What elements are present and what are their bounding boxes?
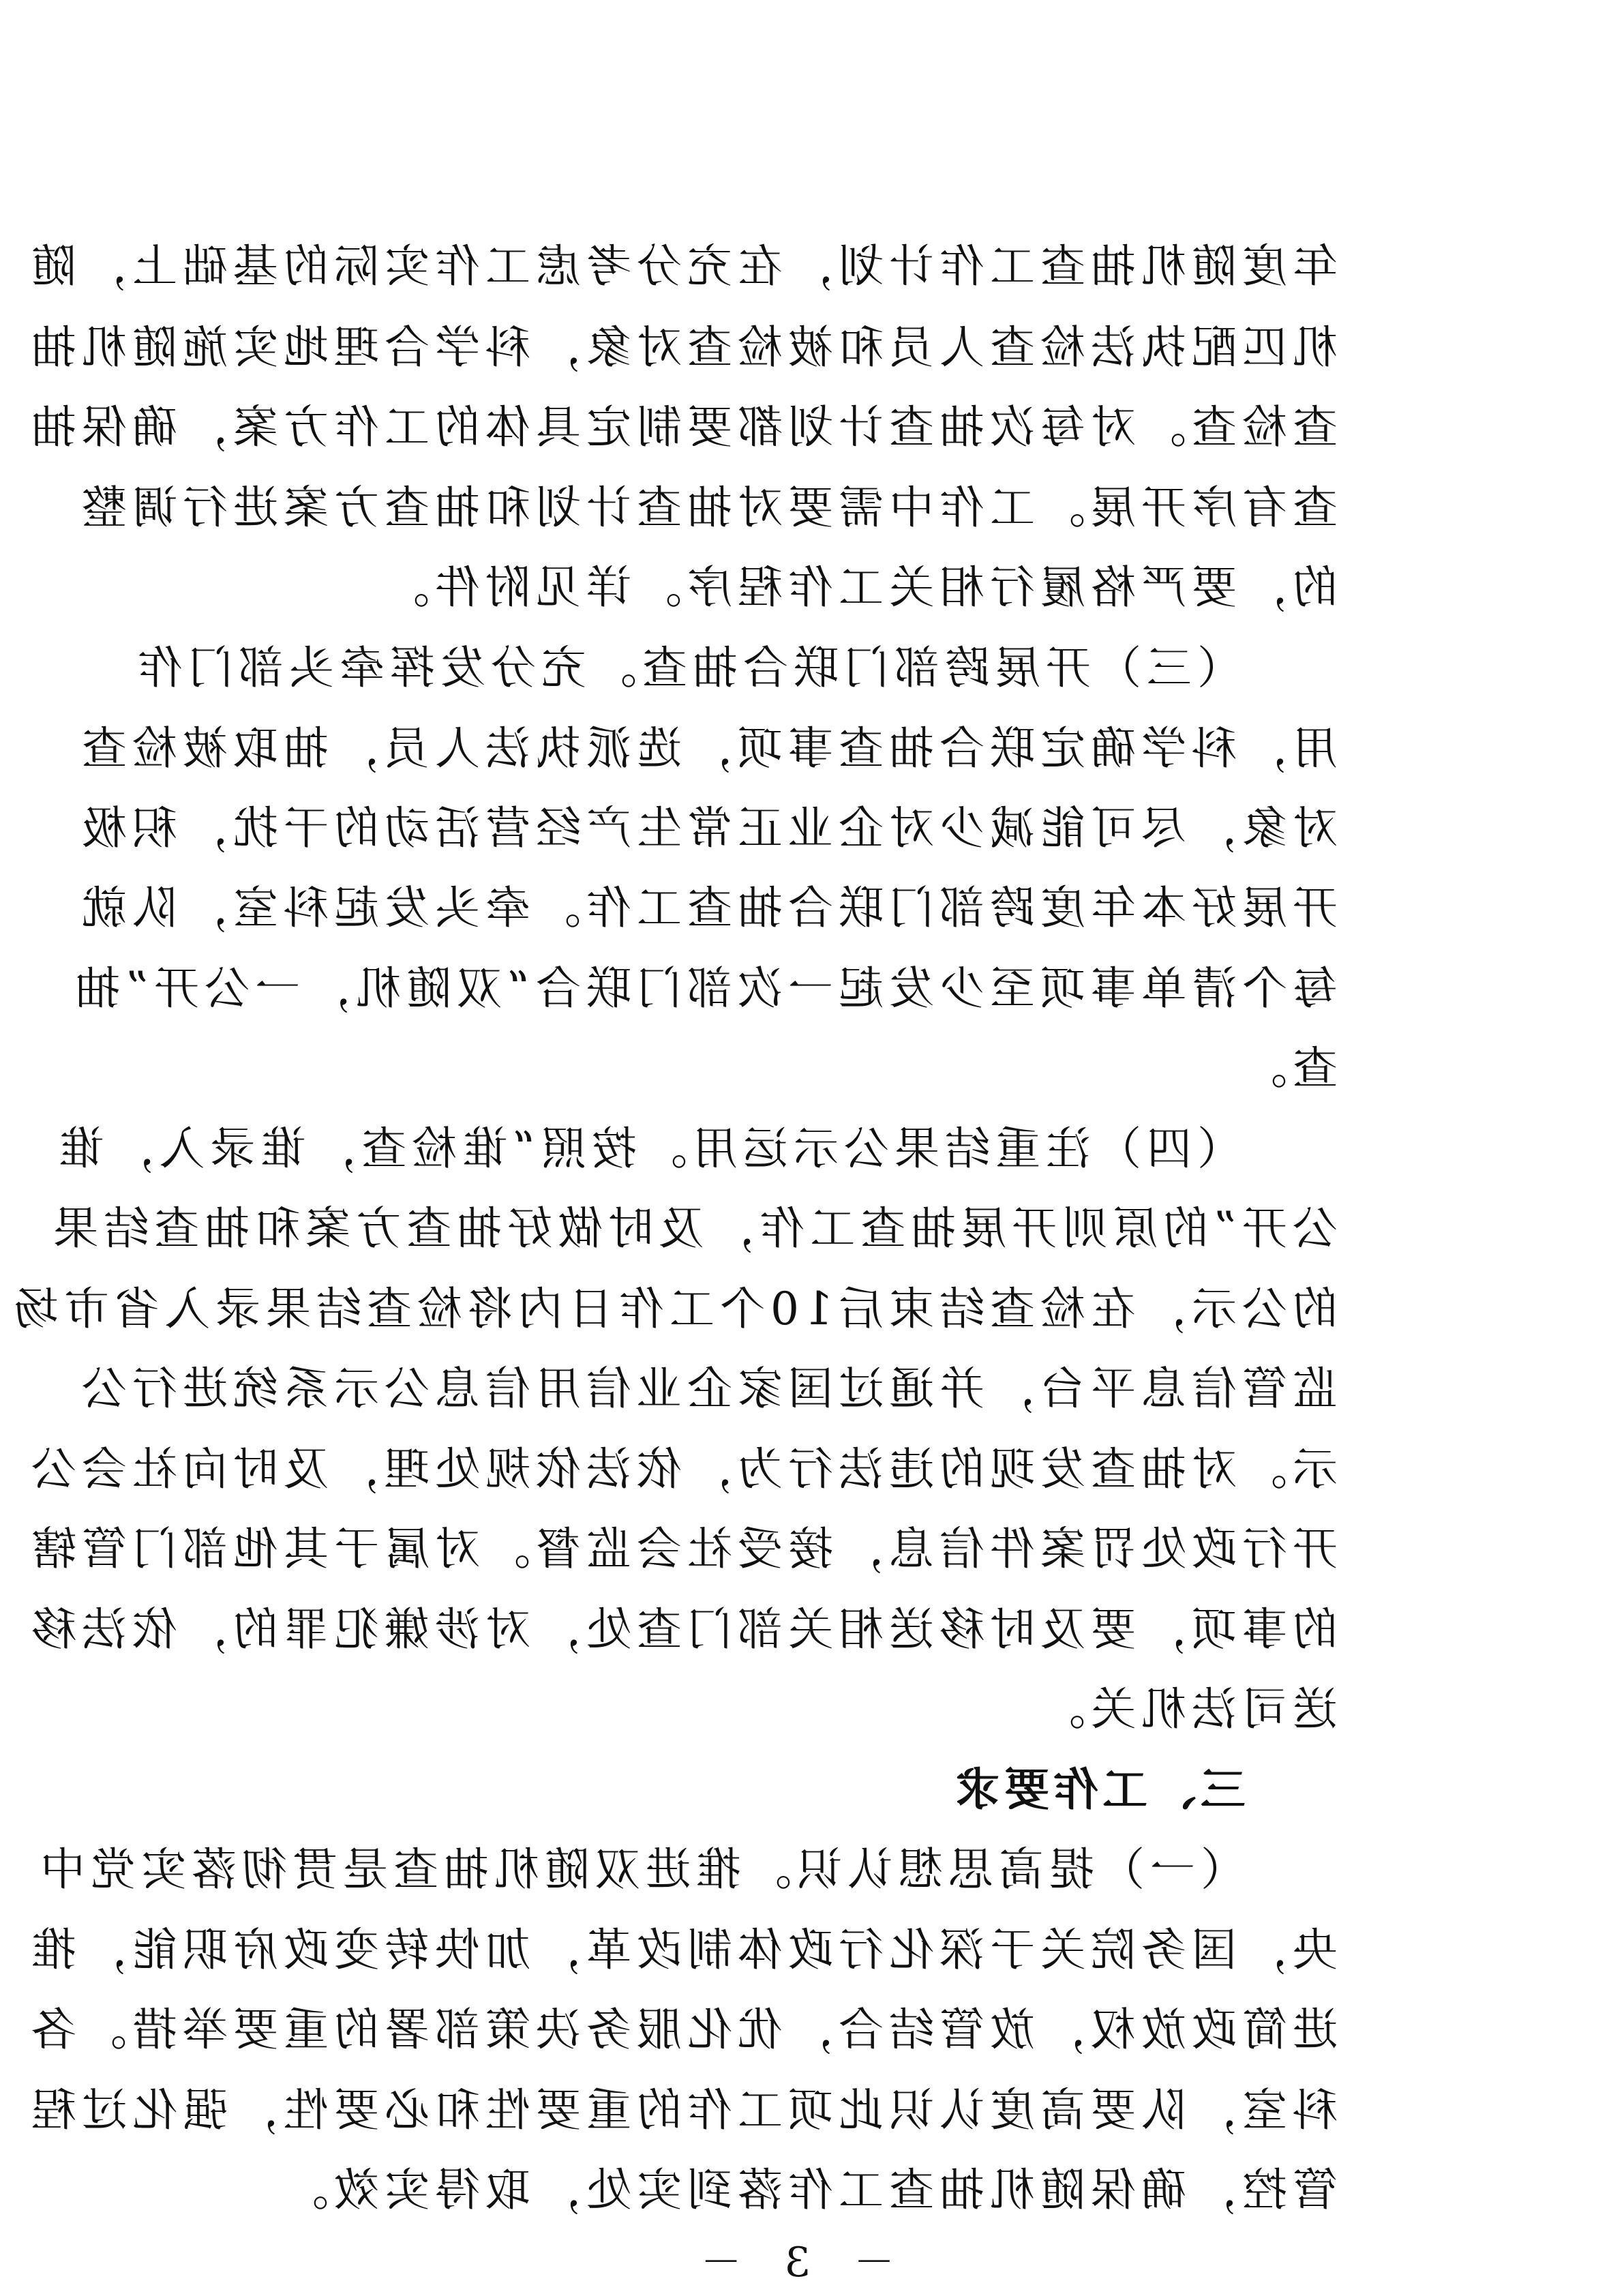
text-line: 的，要严格履行相关工作程序。详见附件。 bbox=[379, 561, 1338, 614]
text-line: （三）开展跨部门联合抽查。充分发挥牵头部门作 bbox=[132, 642, 1242, 694]
text-line: 的事项，要及时移送相关部门查处，对涉嫌犯罪的，依法移 bbox=[26, 1603, 1338, 1656]
page-number: － 3 － bbox=[685, 2239, 894, 2286]
text-line: 查检查。对每次抽查计划都要制定具体的工作方案，确保抽 bbox=[26, 401, 1338, 453]
text-line: 央，国务院关于深化行政体制改革，加快转变政府职能，推 bbox=[26, 1924, 1338, 1976]
text-line: 科室，队要高度认识此项工作的重要性和必要性，强化过程 bbox=[26, 2084, 1338, 2136]
text-line: 用，科学确定联合抽查事项，选派执法人员，抽取被检查 bbox=[76, 722, 1338, 775]
text-line: （四）注重结果公示运用。按照“谁检查，谁录入，谁 bbox=[53, 1122, 1242, 1175]
text-line: 对象，尽可能减少对企业正常生产经营活动的干扰，积极 bbox=[76, 802, 1338, 854]
text-line: 公开”的原则开展抽查工作，及时做好抽查方案和抽查结果 bbox=[48, 1202, 1338, 1255]
text-line: 管控，确保随机抽查工作落到实处，取得实效。 bbox=[278, 2164, 1338, 2216]
text-line: 查。 bbox=[1237, 1042, 1338, 1094]
text-line: 送司法机关。 bbox=[1035, 1683, 1338, 1735]
text-line: 年度随机抽查工作计划，在充分考虑工作实际的基础上，随 bbox=[26, 240, 1338, 293]
text-line: 进简政放权，放管结合，优化服务决策部署的重要举措。各 bbox=[26, 2003, 1338, 2056]
text-line: 的公示，在检查结束后10个工作日内将检查结果录入省市场 bbox=[8, 1283, 1338, 1335]
text-line: 示。对抽查发现的违法行为，依法依规处理，及时向社会公 bbox=[26, 1443, 1338, 1495]
text-line: 开行政处罚案件信息，接受社会监督。对属于其他部门管辖 bbox=[26, 1523, 1338, 1575]
text-line: 查有序开展。工作中需要对抽查计划和抽查方案进行调整 bbox=[76, 481, 1338, 534]
section-heading: 三、工作要求 bbox=[951, 1763, 1246, 1816]
text-line: 开展好本年度跨部门联合抽查工作。牵头发起科室，队就 bbox=[76, 882, 1338, 934]
text-line: （一）提高思想认识。推进双随机抽查是贯彻落实党中 bbox=[35, 1843, 1246, 1896]
text-line: 监管信息平台，并通过国家企业信用信息公示系统进行公 bbox=[76, 1362, 1338, 1415]
text-line: 机匹配执法检查人员和被检查对象，科学合理地实施随机抽 bbox=[26, 321, 1338, 374]
text-line: 每个清单事项至少发起一次部门联合“双随机，一公开”抽 bbox=[70, 962, 1338, 1015]
